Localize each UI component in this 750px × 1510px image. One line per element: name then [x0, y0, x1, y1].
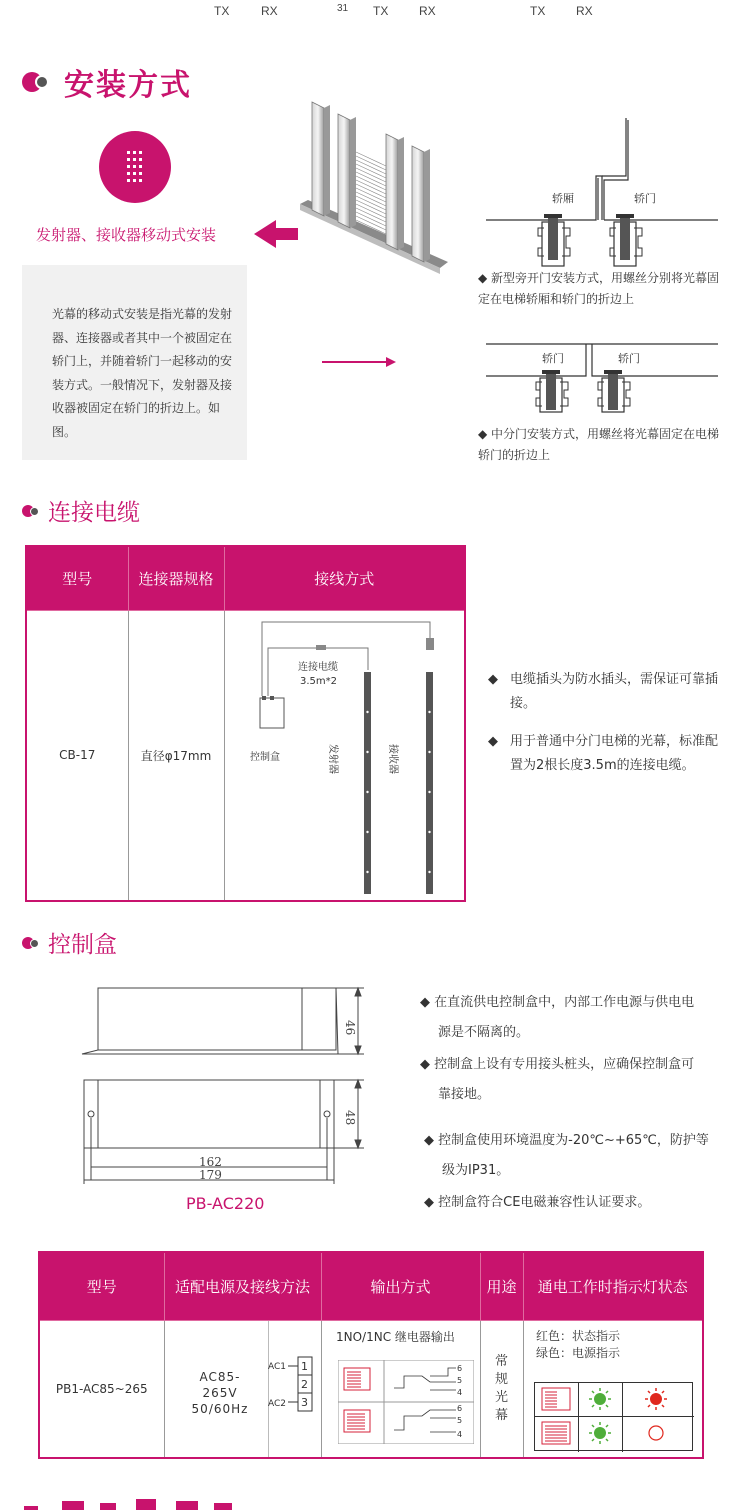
bullet-dots-icon [22, 70, 54, 94]
bullet-dots-icon [22, 504, 42, 518]
control-box-title: 控制盒 [48, 932, 117, 958]
col-header: 适配电源及接线方法 [164, 1252, 321, 1320]
terminal-1: 1 [301, 1360, 308, 1373]
arrow-right-icon [322, 356, 397, 368]
note-line: 源是不隔离的。 [438, 1025, 530, 1040]
cable-length-value: 3.5m*2 [300, 676, 338, 687]
next-section-heading-partial [0, 1497, 750, 1510]
ac2-label: AC2 [268, 1399, 287, 1409]
led-legend [536, 1328, 620, 1362]
col-header: 通电工作时指示灯状态 [523, 1252, 703, 1320]
arrow-left-icon [254, 220, 300, 248]
relay-pin: 4 [457, 1430, 463, 1439]
side-door-install-diagram [484, 116, 720, 271]
control-box-drawing [78, 984, 374, 1190]
note-line: ◆ 控制盒符合CE电磁兼容性认证要求。 [424, 1195, 651, 1210]
width-dim-179: 179 [199, 1168, 222, 1182]
green-led-icon [589, 1388, 611, 1410]
light-curtain-product-image [298, 92, 458, 287]
note-item: ◆ 电缆插头为防水插头，需保证可靠插接。 [488, 668, 728, 716]
led-off-icon [649, 1426, 663, 1440]
rx-label: RX [261, 4, 278, 18]
control-box-model: PB-AC220 [186, 1194, 265, 1213]
diagram-label-car: 轿厢 [552, 192, 574, 205]
control-box-heading [22, 926, 117, 959]
green-led-icon [589, 1422, 611, 1444]
transmitter-label: 发射器 [327, 744, 338, 774]
output-title: 1NO/1NC 继电器输出 [336, 1330, 455, 1344]
center-door-install-diagram [484, 336, 720, 416]
power-frequency: 50/60Hz [191, 1402, 249, 1416]
install-title: 安装方式 [64, 68, 192, 103]
col-header: 连接器规格 [128, 546, 224, 610]
col-header: 输出方式 [321, 1252, 480, 1320]
tx-label: TX [530, 4, 546, 18]
terminal-block-diagram [266, 1355, 322, 1415]
cable-title: 连接电缆 [48, 500, 140, 526]
led-green-text: 绿色：电源指示 [536, 1346, 621, 1360]
diamond-icon: ◆ [488, 734, 498, 749]
bullet-dots-icon [22, 936, 42, 950]
tx-label: TX [214, 4, 230, 18]
terminal-3: 3 [301, 1396, 308, 1409]
col-header: 用途 [480, 1252, 523, 1320]
relay-pin: 6 [457, 1364, 463, 1373]
red-led-icon [645, 1388, 667, 1410]
wiring-diagram [226, 612, 464, 900]
install-heading [22, 60, 192, 104]
control-box-label: 控制盒 [250, 752, 280, 763]
terminal-2: 2 [301, 1378, 308, 1391]
cable-model: CB-17 [26, 610, 128, 901]
diagram-label-door-right: 轿门 [618, 352, 640, 365]
spec-model: PB1-AC85~265 [39, 1320, 164, 1458]
ac1-label: AC1 [268, 1362, 287, 1372]
width-dim-162: 162 [199, 1155, 222, 1169]
led-red-text: 红色：状态指示 [536, 1329, 621, 1343]
diagram-label-door: 轿门 [634, 192, 656, 205]
rx-label: RX [576, 4, 593, 18]
col-header: 型号 [26, 546, 128, 610]
center-door-caption: ◆ 中分门安装方式，用螺丝将光幕固定在电梯轿门的折边上 [478, 427, 720, 462]
relay-pin: 5 [457, 1416, 463, 1425]
relay-pin: 4 [457, 1388, 463, 1397]
usage-text: 常规光幕 [494, 1353, 508, 1423]
col-header: 型号 [39, 1252, 164, 1320]
tx-label: TX [373, 4, 389, 18]
cable-spec: 直径φ17mm [128, 610, 224, 901]
power-spec [182, 1369, 258, 1417]
diagram-label-door-left: 轿门 [542, 352, 564, 365]
col-header: 接线方式 [224, 546, 465, 610]
usage-cell [480, 1320, 523, 1458]
light-curtain-icon [99, 131, 171, 203]
height-dim-46: 46 [343, 1020, 357, 1036]
install-subtitle: 发射器、接收器移动式安装 [36, 226, 217, 244]
relay-pin: 6 [457, 1404, 463, 1413]
cable-heading [22, 494, 140, 527]
note-line: 靠接地。 [438, 1087, 491, 1102]
number-label: 31 [337, 3, 349, 14]
install-description-box [22, 265, 247, 460]
relay-pin: 5 [457, 1376, 463, 1385]
note-line: ◆ 控制盒使用环境温度为-20℃~+65℃，防护等 [424, 1133, 709, 1148]
side-door-caption: ◆ 新型旁开门安装方式，用螺丝分别将光幕固定在电梯轿厢和轿门的折边上 [478, 271, 720, 306]
cable-notes [488, 668, 728, 778]
height-dim-48: 48 [343, 1110, 357, 1126]
cable-length-label: 连接电缆 [298, 662, 338, 673]
relay-output-diagram [338, 1360, 474, 1444]
led-status-grid [534, 1382, 694, 1452]
diamond-icon: ◆ [488, 672, 498, 687]
note-line: ◆ 控制盒上设有专用接头桩头，应确保控制盒可 [420, 1057, 695, 1072]
note-line: ◆ 在直流供电控制盒中，内部工作电源与供电电 [420, 995, 695, 1010]
receiver-label: 接收器 [387, 744, 398, 774]
rx-label: RX [419, 4, 436, 18]
note-line: 级为IP31。 [442, 1163, 510, 1178]
power-voltage: AC85-265V [199, 1370, 241, 1400]
install-description: 光幕的移动式安装是指光幕的发射器、连接器或者其中一个被固定在轿门上，并随着轿门一起移动的安装方式。一般情况下，发射器及接收器被固定在轿门的折边上。如图。 [52, 307, 233, 439]
note-item: ◆ 用于普通中分门电梯的光幕，标准配置为2根长度3.5m的连接电缆。 [488, 730, 728, 778]
